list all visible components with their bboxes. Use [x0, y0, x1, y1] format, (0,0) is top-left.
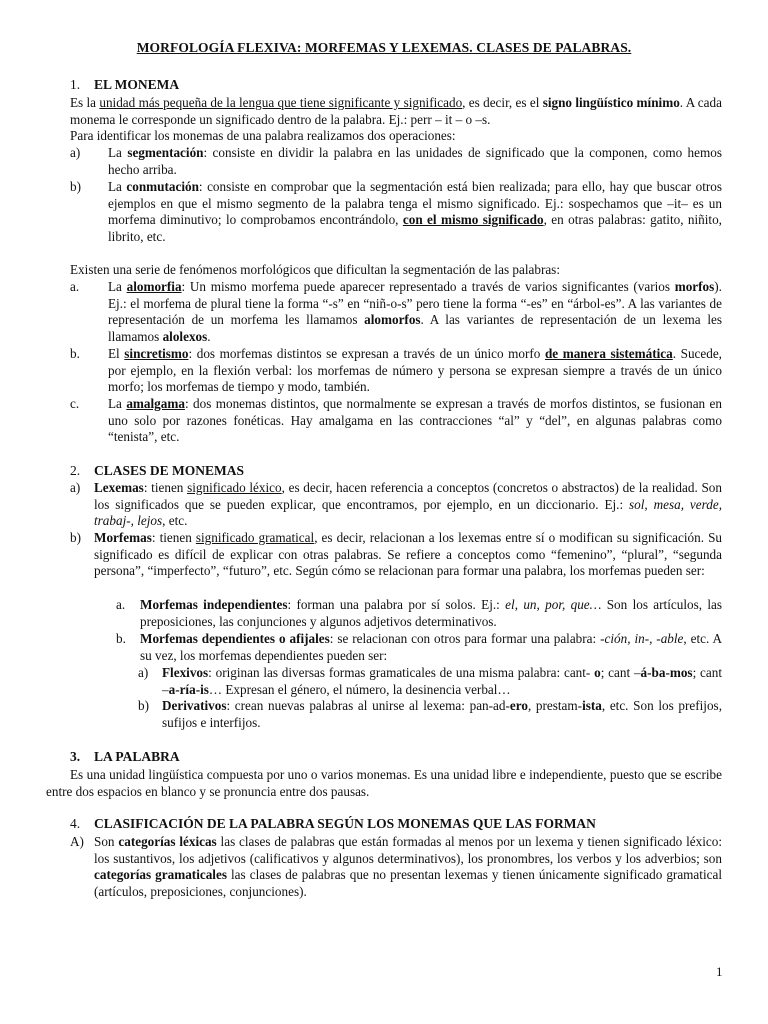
s1-phen-a-text: La alomorfia: Un mismo morfema puede aparecer representado a través de varios significantes (varios morfos). Ej.: el morfema de plural tiene la forma “-s” en “niñ-o-s” pero tiene la forma “-es” en “árbol-es”. A las variantes de representación de un morfema les llamamos alomorfos. A las variantes de representación de un lexema les llamamos alolexos. — [108, 279, 722, 344]
s1-phen-a-label: a. — [70, 279, 80, 294]
s1-phen-b-label: b. — [70, 346, 80, 361]
s2-sub-b-text: Morfemas dependientes o afijales: se relacionan con otros para formar una palabra: -ción, in-, -able, etc. A su vez, los morfemas dependientes pueden ser: — [140, 631, 723, 663]
section-2-title: CLASES DE MONEMAS — [94, 463, 245, 478]
section-3-title: LA PALABRA — [94, 749, 180, 764]
section-2-heading — [70, 463, 244, 479]
s1-op-b-text: La conmutación: consiste en comprobar que la segmentación está bien realizada; para ello, hay que buscar otros ejemplos en que el mismo segmento de la palabra tenga el mismo significado. Ej.: sospechamos que –it– es un morfema diminutivo; lo comprobamos encontrándolo, con el mismo significado, en otras palabras: gatito, niñito, librito, etc. — [108, 179, 722, 244]
page-number: 1 — [716, 964, 723, 979]
section-1-title: EL MONEMA — [94, 77, 180, 92]
s1-phen-c-label: c. — [70, 396, 80, 411]
s2-subsub-a-label: a) — [138, 665, 149, 680]
s2-sub-a-text: Morfemas independientes: forman una palabra por sí solos. Ej.: el, un, por, que… Son los artículos, las preposiciones, las conjunciones y algunos adjetivos determinativos. — [140, 597, 722, 629]
s1-ops-intro: Para identificar los monemas de una palabra realizamos dos operaciones: — [70, 128, 456, 143]
section-2-number: 2. — [70, 463, 81, 478]
s4-item-a-text: Son categorías léxicas las clases de palabras que están formadas al menos por un lexema y tienen significado léxico: los sustantivos, los adjetivos (calificativos y algunos determinativos), los pronombres, los verbos y los adverbios; son categorías gramaticales las clases de palabras que no presentan lexemas y tienen únicamente significado gramatical (artículos, preposiciones, conjunciones). — [94, 834, 722, 899]
document-title: MORFOLOGÍA FLEXIVA: MORFEMAS Y LEXEMAS. CLASES DE PALABRAS. — [136, 40, 632, 55]
s1-phen-intro: Existen una serie de fenómenos morfológicos que dificultan la segmentación de las palabras: — [70, 262, 560, 277]
s4-item-a-label: A) — [70, 834, 84, 849]
s2-item-a-label: a) — [70, 480, 81, 495]
section-1-heading — [70, 77, 179, 93]
section-4-heading — [70, 816, 596, 832]
s1-op-b-label: b) — [70, 179, 81, 194]
section-1-number: 1. — [70, 77, 81, 92]
s1-op-a-text: La segmentación: consiste en dividir la palabra en las unidades de significado que la componen, como hemos hecho arriba. — [108, 145, 722, 177]
s2-item-b-text: Morfemas: tienen significado gramatical, es decir, relacionan a los lexemas entre sí o modifican su significación. Su significado es difícil de explicar con otras palabras. Se refiere a conceptos como “femenino”, “plural”, “segunda persona”, “imperfecto”, “futuro”, etc. Según cómo se relacionan para formar una palabra, los morfemas pueden ser: — [94, 530, 723, 578]
s2-sub-a-label: a. — [116, 597, 126, 612]
section-3-number: 3. — [70, 749, 81, 764]
s2-subsub-a-text: Flexivos: originan las diversas formas gramaticales de una misma palabra: cant- o; cant –á-ba-mos; cant –a-ría-is… Expresan el género, el número, la desinencia verbal… — [162, 665, 723, 697]
s1-op-a-label: a) — [70, 145, 81, 160]
s2-item-b-label: b) — [70, 530, 81, 545]
section-4-title: CLASIFICACIÓN DE LA PALABRA SEGÚN LOS MONEMAS QUE LAS FORMAN — [94, 816, 596, 831]
s1-intro: Es la unidad más pequeña de la lengua que tiene significante y significado, es decir, es el signo lingüístico mínimo. A cada monema le corresponde un significado dentro de la palabra. Ej.: perr – it – o –s. — [70, 95, 722, 127]
s2-sub-b-label: b. — [116, 631, 126, 646]
s3-text: Es una unidad lingüística compuesta por uno o varios monemas. Es una unidad libre e independiente, puesto que se escribe entre dos espacios en blanco y se pronuncia entre dos pausas. — [46, 767, 722, 799]
s2-subsub-b-label: b) — [138, 698, 149, 713]
section-4-number: 4. — [70, 816, 81, 831]
s1-phen-b-text: El sincretismo: dos morfemas distintos se expresan a través de un único morfo de manera sistemática. Sucede, por ejemplo, en la flexión verbal: los morfemas de número y persona se expresan siempre a través de un único morfo; los morfemas de tiempo y modo, también. — [108, 346, 722, 394]
section-3-heading — [70, 749, 180, 765]
s2-item-a-text: Lexemas: tienen significado léxico, es decir, hacen referencia a conceptos (concretos o abstractos) de la realidad. Son los significados que se pueden explicar, que encontramos, por ejemplo, en un diccionario. Ej.: sol, mesa, verde, trabaj-, lejos, etc. — [94, 480, 722, 528]
s1-phen-c-text: La amalgama: dos monemas distintos, que normalmente se expresan a través de morfos distintos, se fusionan en uno solo por razones fonéticas. Hay amalgama en las contracciones “al” y “del”, en algunas palabras como “tenista”, etc. — [108, 396, 722, 444]
s2-subsub-b-text: Derivativos: crean nuevas palabras al unirse al lexema: pan-ad-ero, prestam-ista, etc. Son los prefijos, sufijos e interfijos. — [162, 698, 722, 730]
